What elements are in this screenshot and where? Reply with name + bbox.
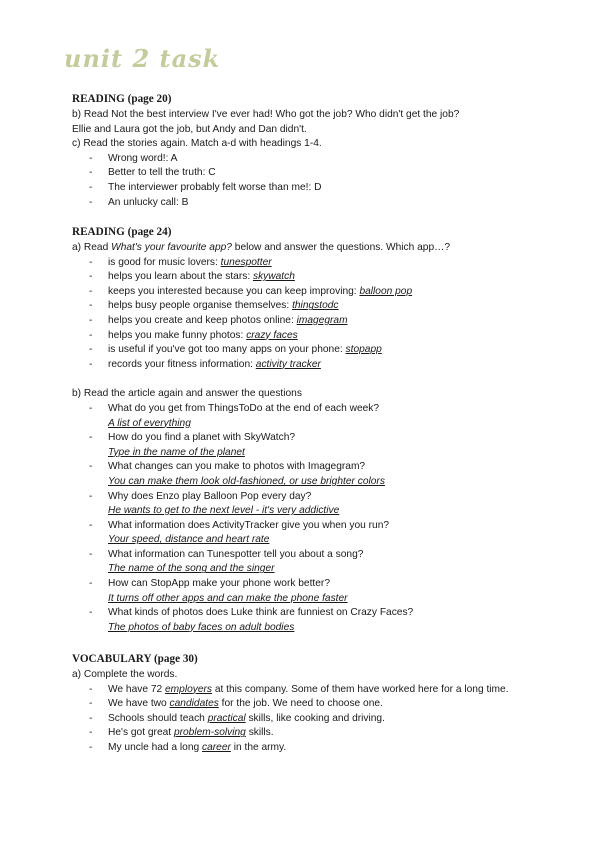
match-list (72, 152, 542, 210)
section-heading: READING (page 24) (72, 226, 172, 238)
list-item: - An unlucky call: B (89, 196, 189, 208)
answer-b: Ellie and Laura got the job, but Andy and Dan didn't. (72, 123, 307, 135)
list-item: - We have two candidates for the job. We need to choose one. (89, 698, 383, 710)
list-item: - helps you make funny photos: crazy faces (89, 329, 298, 341)
list-item: - is useful if you've got too many apps on your phone: stopapp (89, 344, 382, 356)
list-item: - How can StopApp make your phone work better? It turns off other apps and can make the phone faster (89, 578, 348, 604)
list-item: - The interviewer probably felt worse than me!: D (89, 181, 322, 193)
list-item: - What do you get from ThingsToDo at the end of each week? A list of everything (89, 402, 380, 429)
list-item: - What kinds of photos does Luke think are funniest on Crazy Faces? The photos of baby faces on adult bodies (89, 607, 414, 633)
question-a: a) Read What's your favourite app? below and answer the questions. Which app…? (72, 242, 450, 253)
list-item: - Schools should teach practical skills, like cooking and driving. (89, 712, 385, 724)
list-item: - Better to tell the truth: C (89, 167, 216, 179)
list-item: - helps you create and keep photos online: imagegram (89, 314, 348, 326)
section-heading: VOCABULARY (page 30) (72, 653, 198, 665)
list-item: - helps busy people organise themselves: thingstodc (89, 300, 339, 312)
vocab-list (72, 683, 542, 756)
list-item: - How do you find a planet with SkyWatch? Type in the name of the planet (89, 432, 296, 458)
vocabulary-section (72, 652, 542, 756)
question-a: a) Complete the words. (72, 669, 178, 680)
reading-section-1 (72, 92, 542, 210)
app-list (72, 256, 542, 373)
list-item: - is good for music lovers: tunespotter (89, 256, 272, 268)
list-item: - What information does ActivityTracker give you when you run? Your speed, distance and heart rate (89, 519, 390, 546)
reading-section-2 (72, 225, 542, 635)
qa-list (72, 402, 542, 636)
list-item: - He's got great problem-solving skills. (89, 727, 274, 739)
list-item: - What changes can you make to photos with Imagegram? You can make them look old-fashioned, or use brighter colors (89, 461, 385, 487)
list-item: - Wrong word!: A (89, 152, 178, 164)
list-item: - My uncle had a long career in the army. (89, 741, 287, 753)
question-c: c) Read the stories again. Match a-d with headings 1-4. (72, 138, 322, 150)
list-item: - helps you learn about the stars: skywatch (89, 271, 295, 283)
list-item: - keeps you interested because you can keep improving: balloon pop (89, 285, 413, 297)
list-item: - Why does Enzo play Balloon Pop every day? He wants to get to the next level - it's very addictive (89, 490, 340, 517)
unit-title: unit 2 task (64, 44, 221, 73)
list-item: - We have 72 employers at this company. Some of them have worked here for a long time. (89, 683, 509, 695)
question-b: b) Read Not the best interview I've ever had! Who got the job? Who didn't get the job? (72, 109, 460, 120)
section-heading: READING (page 20) (72, 93, 172, 105)
question-b: b) Read the article again and answer the questions (72, 388, 302, 400)
list-item: - What information can Tunespotter tell you about a song? The name of the song and the singer (89, 548, 364, 575)
list-item: - records your fitness information: activity tracker (89, 358, 321, 370)
